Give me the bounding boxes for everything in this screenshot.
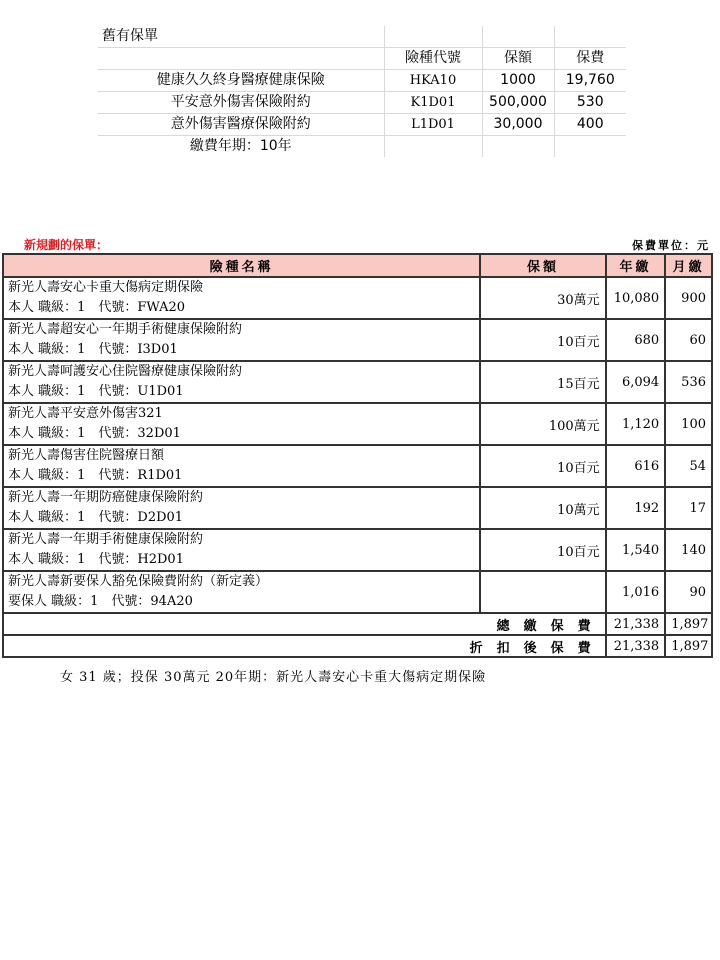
plan-name-cell (3, 571, 480, 613)
old-header-sum: 保額 (482, 48, 554, 70)
plan-detail: 本人 職級：1 代號：D2D01 (8, 510, 184, 525)
plan-annual: 1,120 (606, 403, 666, 445)
table-row (3, 445, 712, 487)
plan-name-cell (3, 277, 480, 319)
total-premium-row (3, 613, 712, 635)
table-row (3, 571, 712, 613)
plan-name-cell (3, 403, 480, 445)
plan-name-cell (3, 319, 480, 361)
plan-monthly: 60 (665, 319, 712, 361)
plan-annual: 1,540 (606, 529, 666, 571)
plan-annual: 616 (606, 445, 666, 487)
new-plan-title: 新規劃的保單： (24, 238, 109, 252)
plan-monthly: 90 (665, 571, 712, 613)
plan-name: 新光人壽新要保人豁免保險費附約（新定義） (8, 574, 269, 589)
header-sum: 保額 (480, 254, 605, 277)
table-row (98, 114, 626, 136)
plan-sum: 10百元 (480, 445, 605, 487)
plan-detail: 本人 職級：1 代號：FWA20 (8, 300, 186, 315)
payment-period: 繳費年期：10年 (98, 136, 384, 158)
total-monthly: 1,897 (665, 613, 712, 635)
discounted-annual: 21,338 (606, 635, 666, 657)
plan-detail: 要保人 職級：1 代號：94A20 (8, 594, 193, 609)
insured-summary-note: 女 31 歲；投保 30萬元 20年期：新光人壽安心卡重大傷病定期保險 (60, 670, 487, 685)
policy-name: 健康久久終身醫療健康保險 (98, 70, 384, 92)
plan-name: 新光人壽傷害住院醫療日額 (8, 448, 165, 463)
policy-premium: 400 (554, 114, 626, 136)
plan-sum: 10百元 (480, 529, 605, 571)
table-row (3, 361, 712, 403)
plan-header-row (3, 254, 712, 277)
policy-premium: 19,760 (554, 70, 626, 92)
plan-name: 新光人壽超安心一年期手術健康保險附約 (8, 322, 243, 337)
discounted-monthly: 1,897 (665, 635, 712, 657)
table-row (3, 529, 712, 571)
plan-name-cell (3, 529, 480, 571)
plan-name-cell (3, 361, 480, 403)
plan-sum: 10百元 (480, 319, 605, 361)
plan-sum: 30萬元 (480, 277, 605, 319)
header-annual: 年繳 (606, 254, 666, 277)
table-row (98, 92, 626, 114)
plan-annual: 10,080 (606, 277, 666, 319)
old-header-premium: 保費 (554, 48, 626, 70)
policy-name: 平安意外傷害保險附約 (98, 92, 384, 114)
plan-detail: 本人 職級：1 代號：H2D01 (8, 552, 184, 567)
table-row (3, 487, 712, 529)
policy-sum: 1000 (482, 70, 554, 92)
table-row (3, 319, 712, 361)
old-header-row (98, 48, 626, 70)
plan-name: 新光人壽呵護安心住院醫療健康保險附約 (8, 364, 243, 379)
old-policies-table (98, 26, 626, 157)
table-row (3, 403, 712, 445)
header-monthly: 月繳 (665, 254, 712, 277)
plan-monthly: 17 (665, 487, 712, 529)
plan-name-cell (3, 487, 480, 529)
plan-detail: 本人 職級：1 代號：R1D01 (8, 468, 183, 483)
plan-name: 新光人壽平安意外傷害321 (8, 406, 163, 421)
plan-monthly: 900 (665, 277, 712, 319)
total-premium-label: 總繳保費 (3, 613, 606, 635)
policy-code: K1D01 (384, 92, 482, 114)
plan-name: 新光人壽一年期手術健康保險附約 (8, 532, 204, 547)
plan-detail: 本人 職級：1 代號：32D01 (8, 426, 181, 441)
discounted-premium-row (3, 635, 712, 657)
discounted-premium-label: 折扣後保費 (3, 635, 606, 657)
plan-name: 新光人壽一年期防癌健康保險附約 (8, 490, 204, 505)
new-plan-table (2, 253, 713, 658)
table-row (98, 70, 626, 92)
policy-code: HKA10 (384, 70, 482, 92)
plan-sum: 15百元 (480, 361, 605, 403)
plan-annual: 1,016 (606, 571, 666, 613)
header-plan-name: 險種名稱 (3, 254, 480, 277)
policy-name: 意外傷害醫療保險附約 (98, 114, 384, 136)
old-title-row (98, 26, 626, 48)
table-row (3, 277, 712, 319)
plan-sum: 100萬元 (480, 403, 605, 445)
plan-annual: 192 (606, 487, 666, 529)
premium-unit-label: 保費單位：元 (632, 239, 710, 252)
plan-monthly: 536 (665, 361, 712, 403)
old-header-code: 險種代號 (384, 48, 482, 70)
old-policies-title: 舊有保單 (98, 26, 384, 48)
plan-monthly: 54 (665, 445, 712, 487)
plan-sum (480, 571, 605, 613)
policy-sum: 30,000 (482, 114, 554, 136)
policy-code: L1D01 (384, 114, 482, 136)
plan-monthly: 100 (665, 403, 712, 445)
policy-premium: 530 (554, 92, 626, 114)
total-annual: 21,338 (606, 613, 666, 635)
plan-sum: 10萬元 (480, 487, 605, 529)
plan-annual: 680 (606, 319, 666, 361)
policy-sum: 500,000 (482, 92, 554, 114)
plan-monthly: 140 (665, 529, 712, 571)
plan-detail: 本人 職級：1 代號：U1D01 (8, 384, 184, 399)
plan-name: 新光人壽安心卡重大傷病定期保險 (8, 280, 204, 295)
plan-detail: 本人 職級：1 代號：I3D01 (8, 342, 178, 357)
payment-period-row (98, 136, 626, 158)
plan-name-cell (3, 445, 480, 487)
plan-annual: 6,094 (606, 361, 666, 403)
